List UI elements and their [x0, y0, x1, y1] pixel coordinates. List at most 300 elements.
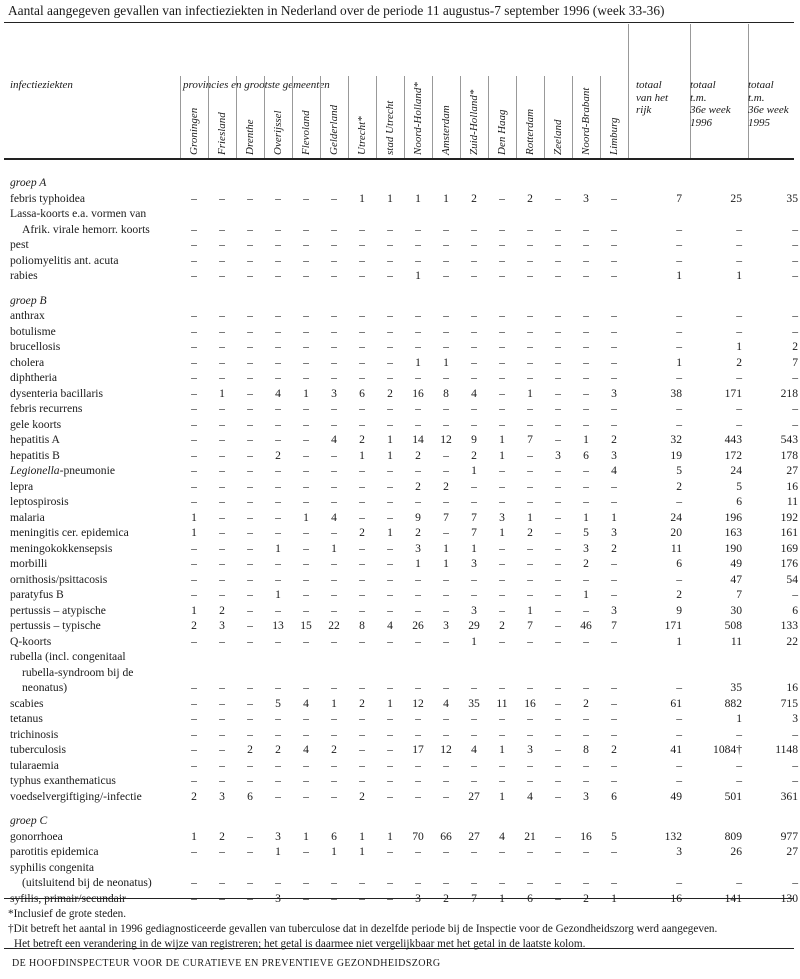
region-cell: –	[471, 845, 477, 858]
region-cell: –	[303, 324, 309, 338]
table-row	[10, 463, 798, 479]
total-1995-cell: 6	[792, 603, 798, 617]
group-label: groep C	[10, 814, 48, 827]
region-cell: 2	[583, 696, 589, 710]
total-header-line: t.m.	[748, 91, 765, 104]
region-cell: –	[499, 774, 505, 787]
disease-name	[10, 191, 180, 207]
disease-name-line: pertussis – atypische	[10, 603, 106, 617]
region-cell: –	[415, 340, 421, 353]
region-cell: –	[219, 433, 225, 446]
table-row	[10, 494, 798, 510]
total-rijk-cell: –	[676, 495, 682, 508]
region-name: Gelderland	[327, 104, 340, 155]
disease-name	[10, 370, 180, 386]
region-cell: –	[275, 789, 281, 803]
total-rijk-cell: 132	[664, 829, 682, 843]
region-cell: –	[387, 891, 393, 905]
region-cell: –	[555, 402, 561, 415]
region-cell: –	[303, 355, 309, 369]
table-row	[10, 206, 798, 237]
table-row	[10, 789, 798, 805]
disease-name-line: Lassa-koorts e.a. vormen van	[10, 207, 147, 220]
total-1996-cell: 11	[730, 634, 742, 648]
region-cell: –	[219, 269, 225, 282]
total-1996-cell: 190	[724, 541, 742, 555]
region-cell: –	[359, 495, 365, 508]
region-cell: –	[247, 355, 253, 369]
region-cell: 5	[611, 829, 617, 843]
disease-name-line: ornithosis/psittacosis	[10, 572, 108, 586]
region-cell: –	[219, 634, 225, 648]
region-cell: 2	[583, 891, 589, 905]
region-cell: –	[527, 222, 533, 236]
region-cell: –	[303, 789, 309, 803]
region-cell: –	[275, 495, 281, 508]
table-row	[10, 355, 798, 371]
total-1996-cell: 30	[730, 603, 742, 617]
total-1996-cell: –	[736, 222, 742, 236]
region-cell: –	[247, 845, 253, 858]
region-cell: –	[275, 340, 281, 353]
region-cell: –	[611, 727, 617, 741]
region-cell: 1	[191, 510, 197, 524]
region-cell: 2	[527, 526, 533, 539]
total-header-line: 1996	[690, 116, 712, 129]
region-cell: 1	[359, 448, 365, 462]
region-name: Zuid-Holland*	[467, 89, 480, 155]
region-cell: 3	[219, 789, 225, 803]
table-row	[10, 696, 798, 712]
disease-name-line	[10, 463, 180, 479]
region-cell: 3	[331, 386, 337, 400]
region-cell: –	[583, 238, 589, 251]
total-1995-cell: 130	[780, 891, 798, 905]
region-cell: –	[247, 619, 253, 632]
total-1995-cell: 54	[786, 572, 798, 586]
region-cell: –	[471, 681, 477, 694]
region-cell: 2	[247, 743, 253, 756]
disease-name-line: rubella-syndroom bij de	[22, 665, 134, 679]
region-cell: 4	[471, 386, 477, 400]
region-cell: –	[387, 572, 393, 586]
table-row	[10, 191, 798, 207]
disease-name	[10, 860, 180, 891]
region-cell: 1	[275, 845, 281, 858]
region-cell: –	[527, 253, 533, 267]
total-1995-cell: 16	[786, 681, 798, 694]
region-cell: –	[555, 829, 561, 843]
total-1996-cell: 6	[736, 495, 742, 508]
column-divider	[236, 76, 237, 159]
region-cell: –	[583, 774, 589, 787]
region-cell: –	[219, 222, 225, 236]
region-cell: 8	[583, 743, 589, 756]
disease-name	[10, 401, 180, 417]
region-cell: –	[219, 371, 225, 384]
total-1995-cell: 22	[786, 634, 798, 648]
column-divider	[292, 76, 293, 159]
region-column-header	[180, 75, 207, 155]
region-cell: 1	[527, 603, 533, 617]
region-cell: 1	[387, 829, 393, 843]
region-cell: 16	[524, 696, 536, 710]
region-cell: –	[219, 417, 225, 431]
region-cell: –	[219, 253, 225, 267]
total-rijk-cell: –	[676, 572, 682, 586]
region-cell: –	[191, 448, 197, 462]
region-cell: 7	[471, 891, 477, 905]
region-cell: –	[331, 634, 337, 648]
region-cell: –	[415, 758, 421, 772]
region-cell: –	[499, 479, 505, 493]
total-rijk-cell: 20	[670, 526, 682, 539]
region-cell: –	[415, 789, 421, 803]
region-cell: –	[471, 340, 477, 353]
total-1995-cell: 7	[792, 355, 798, 369]
total-1996-cell: –	[736, 371, 742, 384]
disease-name	[10, 479, 180, 495]
total-1996-cell: –	[736, 309, 742, 322]
region-name: Groningen	[187, 107, 200, 155]
region-cell: –	[471, 355, 477, 369]
group-label: groep B	[10, 293, 47, 307]
total-rijk-cell: 32	[670, 433, 682, 446]
total-1995-cell: 361	[780, 789, 798, 803]
region-cell: –	[527, 479, 533, 493]
region-cell: –	[247, 253, 253, 267]
total-1995-cell: 192	[780, 510, 798, 524]
region-cell: –	[191, 891, 197, 905]
region-cell: –	[331, 758, 337, 772]
region-cell: 3	[471, 603, 477, 617]
region-cell: 3	[499, 510, 505, 524]
region-cell: –	[247, 479, 253, 493]
region-cell: –	[499, 222, 505, 236]
table-row	[10, 556, 798, 572]
region-cell: –	[527, 557, 533, 570]
region-cell: 5	[275, 696, 281, 710]
region-cell: –	[611, 681, 617, 694]
region-cell: –	[387, 355, 393, 369]
disease-name-line: (uitsluitend bij de neonatus)	[22, 876, 152, 889]
table-row	[10, 253, 798, 269]
region-cell: 1	[499, 743, 505, 756]
total-1995-cell: 16	[786, 479, 798, 493]
region-cell: –	[527, 634, 533, 648]
region-cell: –	[303, 526, 309, 539]
disease-name	[10, 603, 180, 619]
region-cell: –	[499, 758, 505, 772]
column-divider	[180, 76, 181, 159]
region-cell: 4	[331, 510, 337, 524]
region-cell: 4	[471, 743, 477, 756]
region-column-header	[432, 75, 459, 155]
region-cell: –	[331, 324, 337, 338]
region-cell: –	[583, 634, 589, 648]
region-cell: –	[443, 876, 449, 889]
region-cell: 1	[499, 789, 505, 803]
region-cell: 6	[247, 789, 253, 803]
total-1996-cell: –	[736, 774, 742, 787]
total-1995-cell: –	[792, 371, 798, 384]
region-cell: –	[387, 340, 393, 353]
region-cell: –	[247, 891, 253, 905]
region-cell: 1	[471, 464, 477, 477]
region-cell: –	[247, 758, 253, 772]
region-cell: –	[359, 743, 365, 756]
region-cell: –	[275, 510, 281, 524]
region-cell: –	[247, 541, 253, 555]
total-1996-cell: 508	[724, 619, 742, 632]
region-cell: –	[303, 634, 309, 648]
region-cell: 1	[527, 510, 533, 524]
region-cell: –	[331, 891, 337, 905]
region-cell: –	[471, 309, 477, 322]
region-cell: –	[527, 340, 533, 353]
region-cell: –	[499, 253, 505, 267]
region-cell: –	[443, 309, 449, 322]
total-1996-cell: –	[736, 324, 742, 338]
region-cell: –	[527, 572, 533, 586]
region-cell: –	[331, 238, 337, 251]
total-1996-cell: –	[736, 238, 742, 251]
region-cell: –	[331, 495, 337, 508]
region-cell: –	[499, 324, 505, 338]
region-cell: –	[443, 253, 449, 267]
region-cell: –	[359, 340, 365, 353]
region-cell: 7	[611, 619, 617, 632]
region-cell: –	[191, 557, 197, 570]
total-rijk-cell: –	[676, 774, 682, 787]
table-row	[10, 649, 798, 696]
region-cell: –	[303, 309, 309, 322]
region-cell: –	[275, 774, 281, 787]
disease-name	[10, 844, 180, 860]
region-column-header	[572, 75, 599, 155]
region-cell: 2	[191, 619, 197, 632]
total-column-header	[636, 79, 668, 117]
region-cell: –	[583, 371, 589, 384]
region-cell: –	[471, 758, 477, 772]
region-cell: –	[359, 222, 365, 236]
region-cell: –	[471, 727, 477, 741]
region-cell: –	[527, 541, 533, 555]
region-cell: –	[331, 371, 337, 384]
region-cell: –	[191, 634, 197, 648]
region-cell: –	[219, 681, 225, 694]
region-cell: –	[359, 510, 365, 524]
region-cell: 1	[387, 448, 393, 462]
region-cell: 3	[415, 541, 421, 555]
total-column-header	[690, 79, 731, 129]
region-cell: –	[247, 402, 253, 415]
total-rijk-cell: –	[676, 222, 682, 236]
column-divider	[404, 76, 405, 159]
region-cell: 1	[359, 191, 365, 205]
total-1996-cell: 25	[730, 191, 742, 205]
region-cell: –	[303, 712, 309, 725]
table-row	[10, 860, 798, 891]
region-cell: –	[247, 603, 253, 617]
region-cell: 6	[331, 829, 337, 843]
region-cell: 1	[443, 541, 449, 555]
region-cell: –	[219, 743, 225, 756]
region-cell: –	[359, 541, 365, 555]
region-cell: –	[555, 619, 561, 632]
table-row	[10, 479, 798, 495]
region-cell: 2	[471, 191, 477, 205]
total-rijk-cell: –	[676, 402, 682, 415]
region-cell: –	[471, 253, 477, 267]
region-cell: –	[247, 876, 253, 889]
disease-name	[10, 556, 180, 572]
table-row	[10, 572, 798, 588]
region-cell: –	[219, 479, 225, 493]
region-cell: –	[471, 238, 477, 251]
region-cell: –	[303, 891, 309, 905]
region-cell: 2	[387, 386, 393, 400]
total-1995-cell: 543	[780, 433, 798, 446]
region-cell: 3	[611, 448, 617, 462]
region-cell: –	[275, 371, 281, 384]
region-cell: –	[303, 495, 309, 508]
total-1996-cell: 172	[724, 448, 742, 462]
region-cell: 2	[331, 743, 337, 756]
disease-name	[10, 696, 180, 712]
disease-name	[10, 727, 180, 743]
region-cell: –	[219, 557, 225, 570]
total-header-line: 1995	[748, 116, 770, 129]
region-cell: –	[387, 758, 393, 772]
region-cell: –	[191, 712, 197, 725]
region-cell: –	[527, 371, 533, 384]
region-cell: –	[191, 495, 197, 508]
table-header	[0, 24, 800, 159]
region-cell: –	[359, 269, 365, 282]
region-cell: 1	[611, 510, 617, 524]
total-rijk-cell: 11	[670, 541, 682, 555]
region-cell: –	[247, 417, 253, 431]
disease-name-line: voedselvergiftiging/-infectie	[10, 789, 142, 803]
total-1995-cell: –	[792, 727, 798, 741]
region-cell: –	[527, 758, 533, 772]
region-cell: –	[331, 309, 337, 322]
disease-name	[10, 829, 180, 845]
region-cell: –	[359, 572, 365, 586]
region-cell: 8	[443, 386, 449, 400]
region-cell: –	[555, 355, 561, 369]
region-cell: –	[415, 464, 421, 477]
region-cell: 1	[415, 269, 421, 282]
region-cell: –	[555, 417, 561, 431]
region-cell: –	[611, 222, 617, 236]
region-cell: 2	[443, 479, 449, 493]
table-row	[10, 844, 798, 860]
disease-name-line: cholera	[10, 355, 45, 369]
region-cell: –	[219, 495, 225, 508]
column-divider	[572, 76, 573, 159]
region-cell: –	[219, 712, 225, 725]
region-cell: –	[247, 526, 253, 539]
total-rijk-cell: –	[676, 727, 682, 741]
region-cell: –	[415, 845, 421, 858]
region-cell: –	[583, 681, 589, 694]
footnote-dagger-cont: Het betreft een verandering in de wijze van registreren; het getal is daarmee niet vergelijkbaar met het getal in de laatste kolom.	[14, 938, 586, 950]
region-cell: –	[555, 845, 561, 858]
total-rijk-cell: 1	[676, 355, 682, 369]
region-cell: –	[359, 588, 365, 601]
region-cell: –	[387, 774, 393, 787]
region-cell: –	[359, 876, 365, 889]
table-bottom-rule	[4, 898, 794, 899]
region-cell: 6	[527, 891, 533, 905]
region-cell: –	[583, 324, 589, 338]
region-cell: 12	[412, 696, 424, 710]
region-cell: 4	[527, 789, 533, 803]
region-cell: –	[415, 774, 421, 787]
region-cell: 1	[331, 696, 337, 710]
disease-name-line: lepra	[10, 479, 34, 493]
region-cell: –	[583, 402, 589, 415]
region-cell: –	[583, 845, 589, 858]
region-cell: 29	[468, 619, 480, 632]
region-cell: 1	[191, 526, 197, 539]
table-row	[10, 448, 798, 464]
table-row	[10, 237, 798, 253]
region-cell: 7	[527, 433, 533, 446]
region-cell: –	[331, 464, 337, 477]
region-cell: –	[555, 774, 561, 787]
region-cell: –	[499, 355, 505, 369]
region-cell: 1	[191, 603, 197, 617]
region-cell: –	[219, 402, 225, 415]
region-cell: –	[443, 464, 449, 477]
region-cell: 35	[468, 696, 480, 710]
region-cell: –	[611, 712, 617, 725]
region-cell: –	[275, 269, 281, 282]
table-row	[10, 773, 798, 789]
region-cell: –	[415, 876, 421, 889]
disease-name-line: syfilis, primair/secundair	[10, 891, 126, 905]
region-cell: –	[331, 603, 337, 617]
region-cell: 27	[468, 789, 480, 803]
region-cell: 1	[275, 588, 281, 601]
disease-name-line: gele koorts	[10, 417, 62, 431]
region-cell: –	[499, 402, 505, 415]
region-cell: –	[303, 340, 309, 353]
total-1995-cell: 35	[786, 191, 798, 205]
region-cell: –	[275, 464, 281, 477]
region-cell: –	[303, 727, 309, 741]
region-cell: 1	[583, 588, 589, 601]
region-cell: –	[499, 495, 505, 508]
table-row	[10, 432, 798, 448]
total-rijk-cell: 38	[670, 386, 682, 400]
region-cell: –	[443, 324, 449, 338]
region-cell: –	[219, 191, 225, 205]
region-cell: –	[219, 845, 225, 858]
region-column-header	[264, 75, 291, 155]
disease-name-line: gonorrhoea	[10, 829, 63, 843]
region-cell: 12	[440, 433, 452, 446]
total-header-line: 36e week	[690, 104, 731, 116]
region-cell: –	[303, 588, 309, 601]
total-1996-cell: 443	[724, 433, 742, 446]
region-cell: –	[415, 495, 421, 508]
region-cell: –	[275, 433, 281, 446]
disease-name-line: botulisme	[10, 324, 56, 338]
